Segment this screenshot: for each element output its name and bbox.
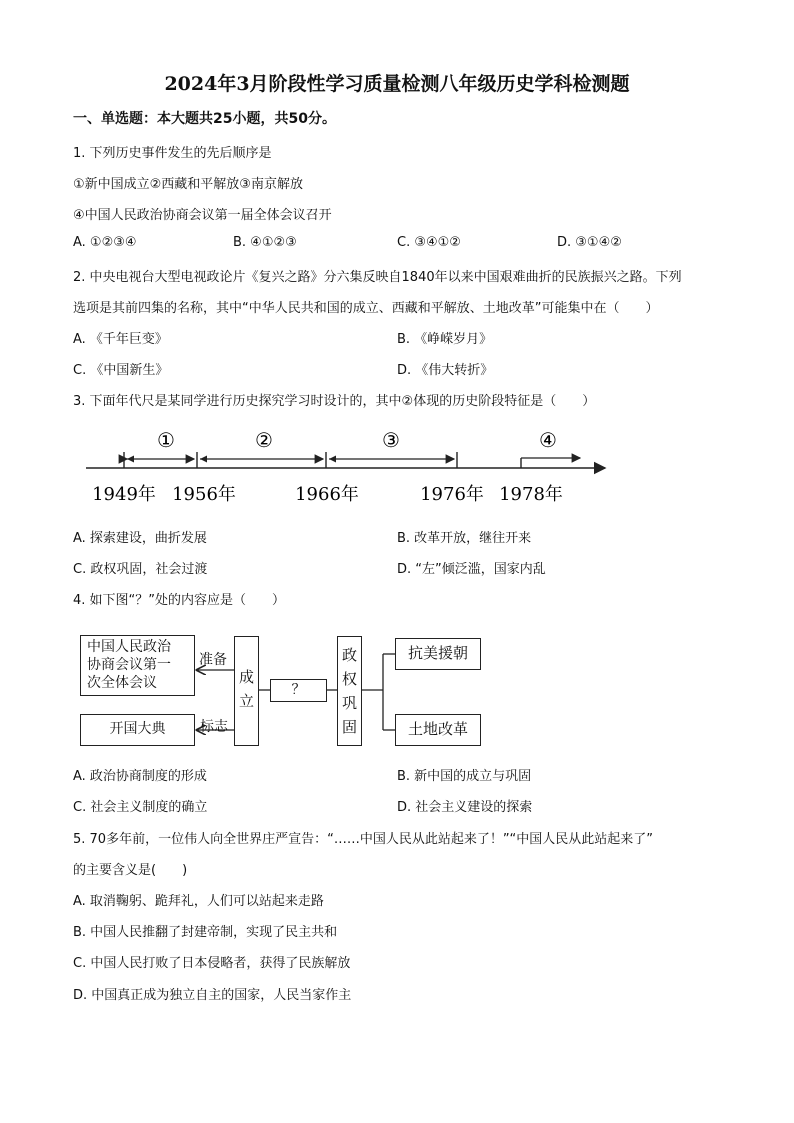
box-founding [234, 636, 259, 746]
q3-option-a[interactable]: A. 探索建设，曲折发展 [73, 531, 207, 546]
q5-option-b[interactable]: B. 中国人民推翻了封建帝制，实现了民主共和 [73, 925, 338, 940]
period-mark-3: ③ [382, 428, 400, 452]
q1-events-line2: ④中国人民政治协商会议第一届全体会议召开 [73, 208, 332, 223]
label-mark: 标志 [200, 719, 228, 735]
period-mark-1: ① [157, 428, 175, 452]
q5-stem-line1: 5. 70多年前，一位伟人向全世界庄严宣告：“……中国人民从此站起来了！”“中国人民从此站起来了” [73, 832, 654, 847]
box-founding-char1: 成 [238, 668, 254, 686]
year-label-1978: 1978年 [499, 484, 563, 505]
arrowhead-left-2 [200, 456, 207, 463]
box-consolidation-char4: 固 [341, 718, 357, 736]
q2-option-d[interactable]: D. 《伟大转折》 [397, 363, 494, 378]
q1-option-b[interactable]: B. ④①②③ [233, 235, 297, 250]
box-founding-char2: 立 [238, 692, 254, 710]
box-question-mark: ？ [270, 679, 327, 702]
q1-option-a[interactable]: A. ①②③④ [73, 235, 137, 250]
q4-option-a[interactable]: A. 政治协商制度的形成 [73, 769, 207, 784]
q5-option-a[interactable]: A. 取消鞠躬、跪拜礼，人们可以站起来走路 [73, 894, 324, 909]
q2-stem-line2: 选项是其前四集的名称，其中“中华人民共和国的成立、西藏和平解放、土地改革”可能集中在（ ） [73, 301, 659, 316]
year-label-1956: 1956年 [172, 484, 236, 505]
box-consolidation-char1: 政 [341, 646, 357, 664]
year-label-1976: 1976年 [420, 484, 484, 505]
q1-option-c[interactable]: C. ③④①② [397, 235, 461, 250]
q1-option-d[interactable]: D. ③①④② [557, 235, 622, 250]
box-cppcc-line1: 中国人民政治 [87, 639, 171, 655]
q4-option-d[interactable]: D. 社会主义建设的探索 [397, 800, 533, 815]
q3-option-c[interactable]: C. 政权巩固，社会过渡 [73, 562, 208, 577]
q1-stem: 1. 下列历史事件发生的先后顺序是 [73, 146, 272, 161]
period-mark-2: ② [255, 428, 273, 452]
arrowhead-left-3 [329, 456, 336, 463]
q5-option-d[interactable]: D. 中国真正成为独立自主的国家，人民当家作主 [73, 988, 352, 1003]
q2-option-a[interactable]: A. 《千年巨变》 [73, 332, 168, 347]
box-consolidation-char2: 权 [341, 670, 357, 688]
q5-option-c[interactable]: C. 中国人民打败了日本侵略者，获得了民族解放 [73, 956, 351, 971]
box-land-reform: 土地改革 [395, 714, 481, 746]
arrowhead-left-1 [127, 456, 134, 463]
q2-option-b[interactable]: B. 《峥嵘岁月》 [397, 332, 493, 347]
q4-option-c[interactable]: C. 社会主义制度的确立 [73, 800, 208, 815]
q3-option-b[interactable]: B. 改革开放，继往开来 [397, 531, 532, 546]
box-resist-us-aid-korea: 抗美援朝 [395, 638, 481, 670]
box-cppcc-line2: 协商会议第一 [87, 657, 171, 673]
q4-option-b[interactable]: B. 新中国的成立与巩固 [397, 769, 532, 784]
q3-stem: 3. 下面年代尺是某同学进行历史探究学习时设计的，其中②体现的历史阶段特征是（ ） [73, 394, 596, 409]
section-heading: 一、单选题：本大题共25小题，共50分。 [73, 111, 336, 127]
label-prepare: 准备 [199, 652, 227, 668]
period-mark-4: ④ [539, 428, 557, 452]
q1-events-line1: ①新中国成立②西藏和平解放③南京解放 [73, 177, 303, 192]
box-consolidation [337, 636, 362, 746]
q2-option-c[interactable]: C. 《中国新生》 [73, 363, 169, 378]
q4-stem: 4. 如下图“？”处的内容应是（ ） [73, 593, 286, 608]
q3-option-d[interactable]: D. “左”倾泛滥，国家内乱 [397, 562, 546, 577]
q5-stem-line2: 的主要含义是( ) [73, 863, 188, 878]
box-consolidation-char3: 巩 [341, 694, 357, 712]
timeline-ruler [0, 420, 794, 515]
page-title: 2024年3月阶段性学习质量检测八年级历史学科检测题 [164, 73, 630, 95]
box-founding-ceremony: 开国大典 [80, 714, 195, 746]
box-cppcc [80, 635, 195, 696]
box-cppcc-line3: 次全体会议 [87, 675, 157, 691]
year-label-1966: 1966年 [295, 484, 359, 505]
year-label-1949: 1949年 [92, 484, 156, 505]
q2-stem-line1: 2. 中央电视台大型电视政论片《复兴之路》分六集反映自1840年以来中国艰难曲折的民族振兴之路。下列 [73, 270, 682, 285]
